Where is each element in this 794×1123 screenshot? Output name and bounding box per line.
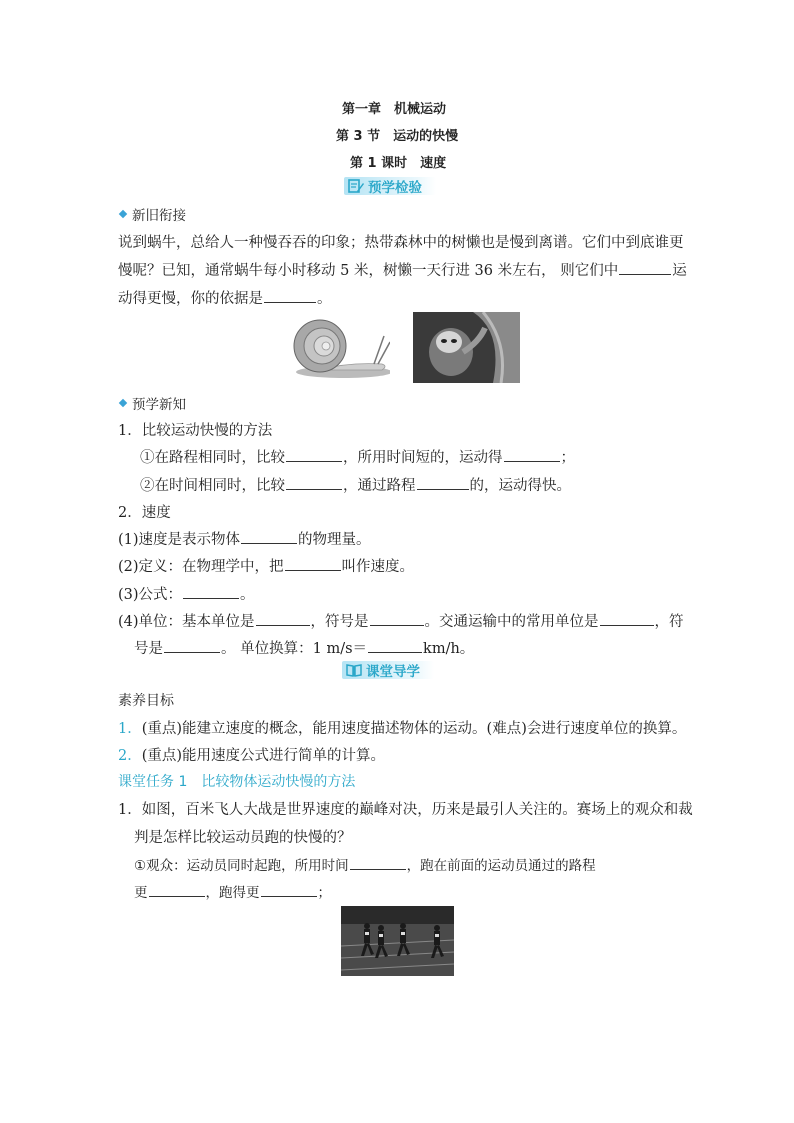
new-knowledge-heading-label: 预学新知	[132, 397, 186, 413]
unit-conversion-text: 。 单位换算：1 m/s＝	[221, 641, 368, 657]
connect-heading-label: 新旧衔接	[132, 208, 186, 224]
item-1a	[140, 446, 575, 467]
speed-s3	[118, 583, 255, 604]
task-1-heading: 课堂任务 1 比较物体运动快慢的方法	[118, 774, 356, 790]
goals-heading: 素养目标	[118, 693, 174, 709]
question-1-audience	[134, 854, 596, 874]
diamond-bullet-icon	[119, 399, 127, 407]
connect-line-2-end: 运	[672, 263, 687, 279]
goal-2-number: 2．	[118, 748, 142, 764]
answer-blank[interactable]	[261, 883, 317, 897]
answer-blank[interactable]	[350, 856, 406, 870]
item-1a-end: ；	[560, 450, 575, 466]
book-icon	[346, 662, 362, 678]
connect-line-3-text: 动得更慢，你的依据是	[118, 291, 263, 307]
goal-1-text: (重点)能建立速度的概念，能用速度描述物体的运动。(难点)会进行速度单位的换算。	[141, 721, 687, 737]
speed-s2-end: 叫作速度。	[341, 559, 415, 575]
snail-photo	[278, 312, 390, 380]
answer-blank[interactable]	[264, 289, 316, 303]
connect-line-1: 说到蜗牛，总给人一种慢吞吞的印象；热带森林中的树懒也是慢到离谱。它们中到底谁更	[118, 235, 684, 251]
answer-blank[interactable]	[164, 639, 220, 653]
audience-cont-text: 更	[134, 885, 148, 901]
speed-s4-cont	[134, 637, 474, 658]
goal-2-text: (重点)能用速度公式进行简单的计算。	[141, 748, 386, 764]
goal-2	[118, 744, 385, 765]
speed-s3-end: 。	[240, 587, 255, 603]
speed-s4	[118, 610, 684, 631]
answer-blank[interactable]	[285, 557, 341, 571]
speed-s1	[118, 528, 371, 549]
speed-s1-text: (1)速度是表示物体	[118, 532, 241, 548]
answer-blank[interactable]	[600, 612, 654, 626]
answer-blank[interactable]	[149, 883, 205, 897]
item-2: 2．速度	[118, 505, 171, 521]
speed-s4-text-3: 。交通运输中的常用单位是	[424, 614, 599, 630]
new-knowledge-heading	[118, 393, 186, 413]
unit-conversion-end: km/h。	[423, 641, 475, 657]
goal-1	[118, 717, 686, 738]
answer-blank[interactable]	[286, 476, 342, 490]
answer-blank[interactable]	[504, 448, 560, 462]
audience-text-2: ，跑在前面的运动员通过的路程	[406, 858, 596, 874]
diamond-bullet-icon	[119, 210, 127, 218]
speed-s4-text: (4)单位：基本单位是	[118, 614, 255, 630]
speed-s3-text: (3)公式：	[118, 587, 183, 603]
audience-cont-text-2: ，跑得更	[205, 885, 260, 901]
answer-blank[interactable]	[241, 530, 297, 544]
speed-s2-text: (2)定义：在物理学中，把	[118, 559, 284, 575]
answer-blank[interactable]	[368, 639, 422, 653]
preview-banner	[344, 176, 436, 196]
pencil-note-icon	[348, 178, 364, 194]
class-banner	[342, 660, 434, 680]
item-1a-text-2: ，所用时间短的，运动得	[343, 450, 503, 466]
item-1b-end: 的，运动得快。	[469, 478, 571, 494]
section-title: 第 3 节 运动的快慢	[336, 129, 459, 144]
connect-line-3-end: 。	[317, 291, 332, 307]
runners-photo	[341, 906, 454, 976]
speed-s1-end: 的物理量。	[298, 532, 371, 548]
answer-blank[interactable]	[183, 585, 239, 599]
answer-blank[interactable]	[417, 476, 469, 490]
question-1-audience-cont	[134, 881, 331, 901]
question-1-line-1: 1．如图，百米飞人大战是世界速度的巅峰对决，历来是最引人关注的。赛场上的观众和裁	[118, 802, 693, 818]
class-banner-label: 课堂导学	[366, 664, 420, 680]
preview-banner-label: 预学检验	[368, 180, 422, 196]
item-1b-text: ②在时间相同时，比较	[140, 478, 285, 494]
goal-1-number: 1．	[118, 721, 142, 737]
answer-blank[interactable]	[619, 261, 671, 275]
answer-blank[interactable]	[256, 612, 310, 626]
connect-line-2	[118, 259, 687, 280]
item-1b	[140, 474, 571, 495]
audience-text: ①观众：运动员同时起跑，所用时间	[134, 858, 349, 874]
speed-s4-end: ，符	[654, 614, 684, 630]
sloth-photo	[413, 312, 520, 383]
connect-heading	[118, 204, 186, 224]
item-1b-text-2: ，通过路程	[343, 478, 416, 494]
item-1a-text: ①在路程相同时，比较	[140, 450, 285, 466]
lesson-title: 第 1 课时 速度	[350, 156, 447, 171]
audience-cont-end: ；	[317, 885, 331, 901]
answer-blank[interactable]	[286, 448, 342, 462]
speed-s2	[118, 555, 414, 576]
chapter-title: 第一章 机械运动	[342, 102, 447, 117]
answer-blank[interactable]	[370, 612, 424, 626]
speed-s4-text-2: ，符号是	[310, 614, 369, 630]
item-1: 1．比较运动快慢的方法	[118, 423, 273, 439]
question-1-line-2: 判是怎样比较运动员跑的快慢的？	[134, 830, 352, 846]
connect-line-2-text: 慢呢？已知，通常蜗牛每小时移动 5 米，树懒一天行进 36 米左右， 则它们中	[118, 263, 619, 279]
speed-s4-cont-text: 号是	[134, 641, 163, 657]
connect-line-3	[118, 287, 332, 308]
